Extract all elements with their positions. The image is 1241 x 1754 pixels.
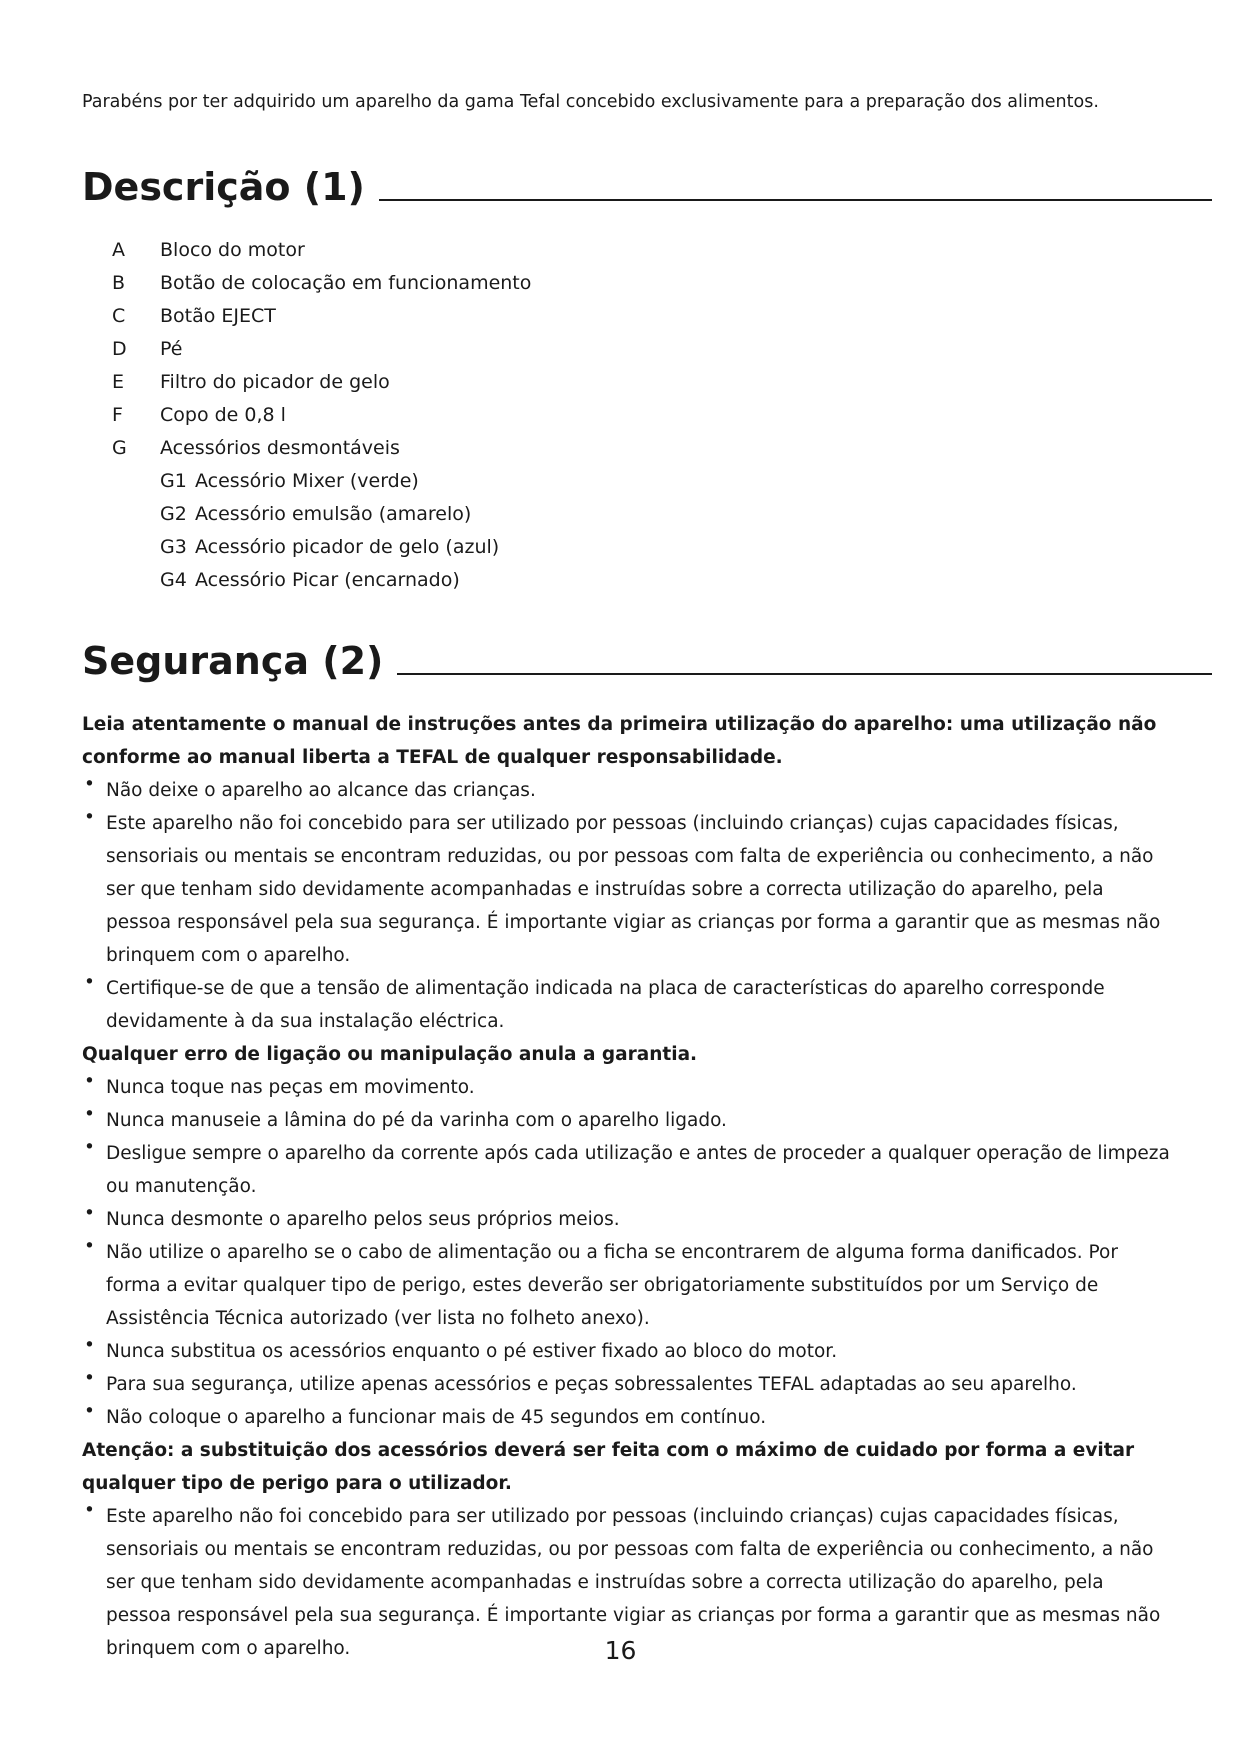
description-header	[82, 154, 1212, 210]
safety-bullet	[82, 972, 1172, 1038]
bullet-dot-icon: •	[84, 1071, 95, 1092]
description-subitem-code: G1	[160, 469, 187, 492]
safety-bullet-text: Nunca toque nas peças em movimento.	[106, 1077, 475, 1098]
safety-bullet	[82, 774, 1172, 807]
safety-bullet	[82, 1104, 1172, 1137]
description-subitem-label: Acessório Mixer (verde)	[195, 469, 419, 492]
bullet-dot-icon: •	[84, 1500, 95, 1521]
description-item	[110, 299, 810, 332]
bullet-dot-icon: •	[84, 1236, 95, 1257]
safety-bullet	[82, 1203, 1172, 1236]
safety-bullet-text: Este aparelho não foi concebido para ser utilizado por pessoas (incluindo crianças) cujas capacidades físicas, sensoriais ou mentais se encontram reduzidas, ou por pessoas com falta de experiência ou conhecimento, a não ser que tenham sido devidamente acompanhadas e instruídas sobre a correcta utilização do aparelho, pela pessoa responsável pela sua segurança. É importante vigiar as crianças por forma a garantir que as mesmas não brinquem com o aparelho.	[106, 1506, 1161, 1659]
safety-bullet	[82, 1236, 1172, 1335]
description-subitem-code: G3	[160, 535, 187, 558]
description-subitem-label: Acessório emulsão (amarelo)	[195, 502, 472, 525]
description-subitem	[110, 464, 810, 497]
description-subitem-code: G4	[160, 568, 187, 591]
safety-header	[82, 628, 1212, 684]
description-item-letter: C	[112, 304, 126, 327]
bullet-dot-icon: •	[84, 972, 95, 993]
description-item-label: Botão EJECT	[160, 304, 276, 327]
description-item-label: Bloco do motor	[160, 238, 305, 261]
bullet-dot-icon: •	[84, 807, 95, 828]
bullet-dot-icon: •	[84, 1368, 95, 1389]
description-item-letter: B	[112, 271, 126, 294]
description-item	[110, 266, 810, 299]
safety-warning-accessories: Atenção: a substituição dos acessórios deverá ser feita com o máximo de cuidado por forma a evitar qualquer tipo de perigo para o utilizador.	[82, 1440, 1135, 1494]
description-item	[110, 233, 810, 266]
bullet-dot-icon: •	[84, 1335, 95, 1356]
safety-bullet-text: Este aparelho não foi concebido para ser utilizado por pessoas (incluindo crianças) cujas capacidades físicas, sensoriais ou mentais se encontram reduzidas, ou por pessoas com falta de experiência ou conhecimento, a não ser que tenham sido devidamente acompanhadas e instruídas sobre a correcta utilização do aparelho, pela pessoa responsável pela sua segurança. É importante vigiar as crianças por forma a garantir que as mesmas não brinquem com o aparelho.	[106, 813, 1161, 966]
description-item-letter: A	[112, 238, 125, 261]
safety-lead: Leia atentamente o manual de instruções antes da primeira utilização do aparelho: uma utilização não conforme ao manual liberta a TEFAL de qualquer responsabilidade.	[82, 714, 1157, 768]
safety-bullet	[82, 1137, 1172, 1203]
bullet-dot-icon: •	[84, 1401, 95, 1422]
safety-bullet-text: Certifique-se de que a tensão de alimentação indicada na placa de características do aparelho corresponde devidamente à da sua instalação eléctrica.	[106, 978, 1105, 1032]
intro-text: Parabéns por ter adquirido um aparelho da gama Tefal concebido exclusivamente para a preparação dos alimentos.	[82, 92, 1099, 112]
safety-bullet	[82, 807, 1172, 972]
safety-bullet-text: Nunca substitua os acessórios enquanto o pé estiver fixado ao bloco do motor.	[106, 1341, 838, 1362]
safety-bullet	[82, 1368, 1172, 1401]
safety-warning-guarantee: Qualquer erro de ligação ou manipulação anula a garantia.	[82, 1044, 698, 1065]
description-item-letter: F	[112, 403, 123, 426]
safety-rule	[397, 672, 1212, 675]
safety-bullet	[82, 1335, 1172, 1368]
bullet-dot-icon: •	[84, 774, 95, 795]
description-rule	[379, 198, 1212, 201]
description-list	[110, 233, 810, 596]
description-item	[110, 398, 810, 431]
description-item-letter: E	[112, 370, 125, 393]
description-item-letter: D	[112, 337, 127, 360]
description-subitem-label: Acessório Picar (encarnado)	[195, 568, 460, 591]
description-item	[110, 332, 810, 365]
description-item-label: Pé	[160, 337, 183, 360]
bullet-dot-icon: •	[84, 1104, 95, 1125]
safety-body	[82, 708, 1172, 1665]
description-item	[110, 431, 810, 464]
description-item-label: Acessórios desmontáveis	[160, 436, 400, 459]
description-subitem-code: G2	[160, 502, 187, 525]
bullet-dot-icon: •	[84, 1203, 95, 1224]
page-number: 16	[604, 1636, 637, 1665]
description-subitem	[110, 563, 810, 596]
safety-bullet-text: Nunca desmonte o aparelho pelos seus próprios meios.	[106, 1209, 620, 1230]
description-subitem	[110, 497, 810, 530]
safety-bullet-text: Não deixe o aparelho ao alcance das crianças.	[106, 780, 536, 801]
bullet-dot-icon: •	[84, 1137, 95, 1158]
safety-bullet-text: Desligue sempre o aparelho da corrente após cada utilização e antes de proceder a qualquer operação de limpeza ou manutenção.	[106, 1143, 1170, 1197]
description-item-letter: G	[112, 436, 127, 459]
safety-bullet-text: Para sua segurança, utilize apenas acessórios e peças sobressalentes TEFAL adaptadas ao seu aparelho.	[106, 1374, 1077, 1395]
safety-bullet-text: Nunca manuseie a lâmina do pé da varinha com o aparelho ligado.	[106, 1110, 727, 1131]
description-item	[110, 365, 810, 398]
description-subitem	[110, 530, 810, 563]
description-subitem-label: Acessório picador de gelo (azul)	[195, 535, 500, 558]
description-item-label: Filtro do picador de gelo	[160, 370, 390, 393]
description-item-label: Copo de 0,8 l	[160, 403, 286, 426]
safety-title: Segurança (2)	[82, 639, 384, 683]
safety-bullet	[82, 1401, 1172, 1434]
description-item-label: Botão de colocação em funcionamento	[160, 271, 532, 294]
description-title: Descrição (1)	[82, 165, 365, 209]
safety-bullet	[82, 1071, 1172, 1104]
safety-bullet-text: Não coloque o aparelho a funcionar mais de 45 segundos em contínuo.	[106, 1407, 767, 1428]
safety-bullet-text: Não utilize o aparelho se o cabo de alimentação ou a ficha se encontrarem de alguma forma danificados. Por forma a evitar qualquer tipo de perigo, estes deverão ser obrigatoriamente substituídos por um Serviço de Assistência Técnica autorizado (ver lista no folheto anexo).	[106, 1242, 1118, 1329]
